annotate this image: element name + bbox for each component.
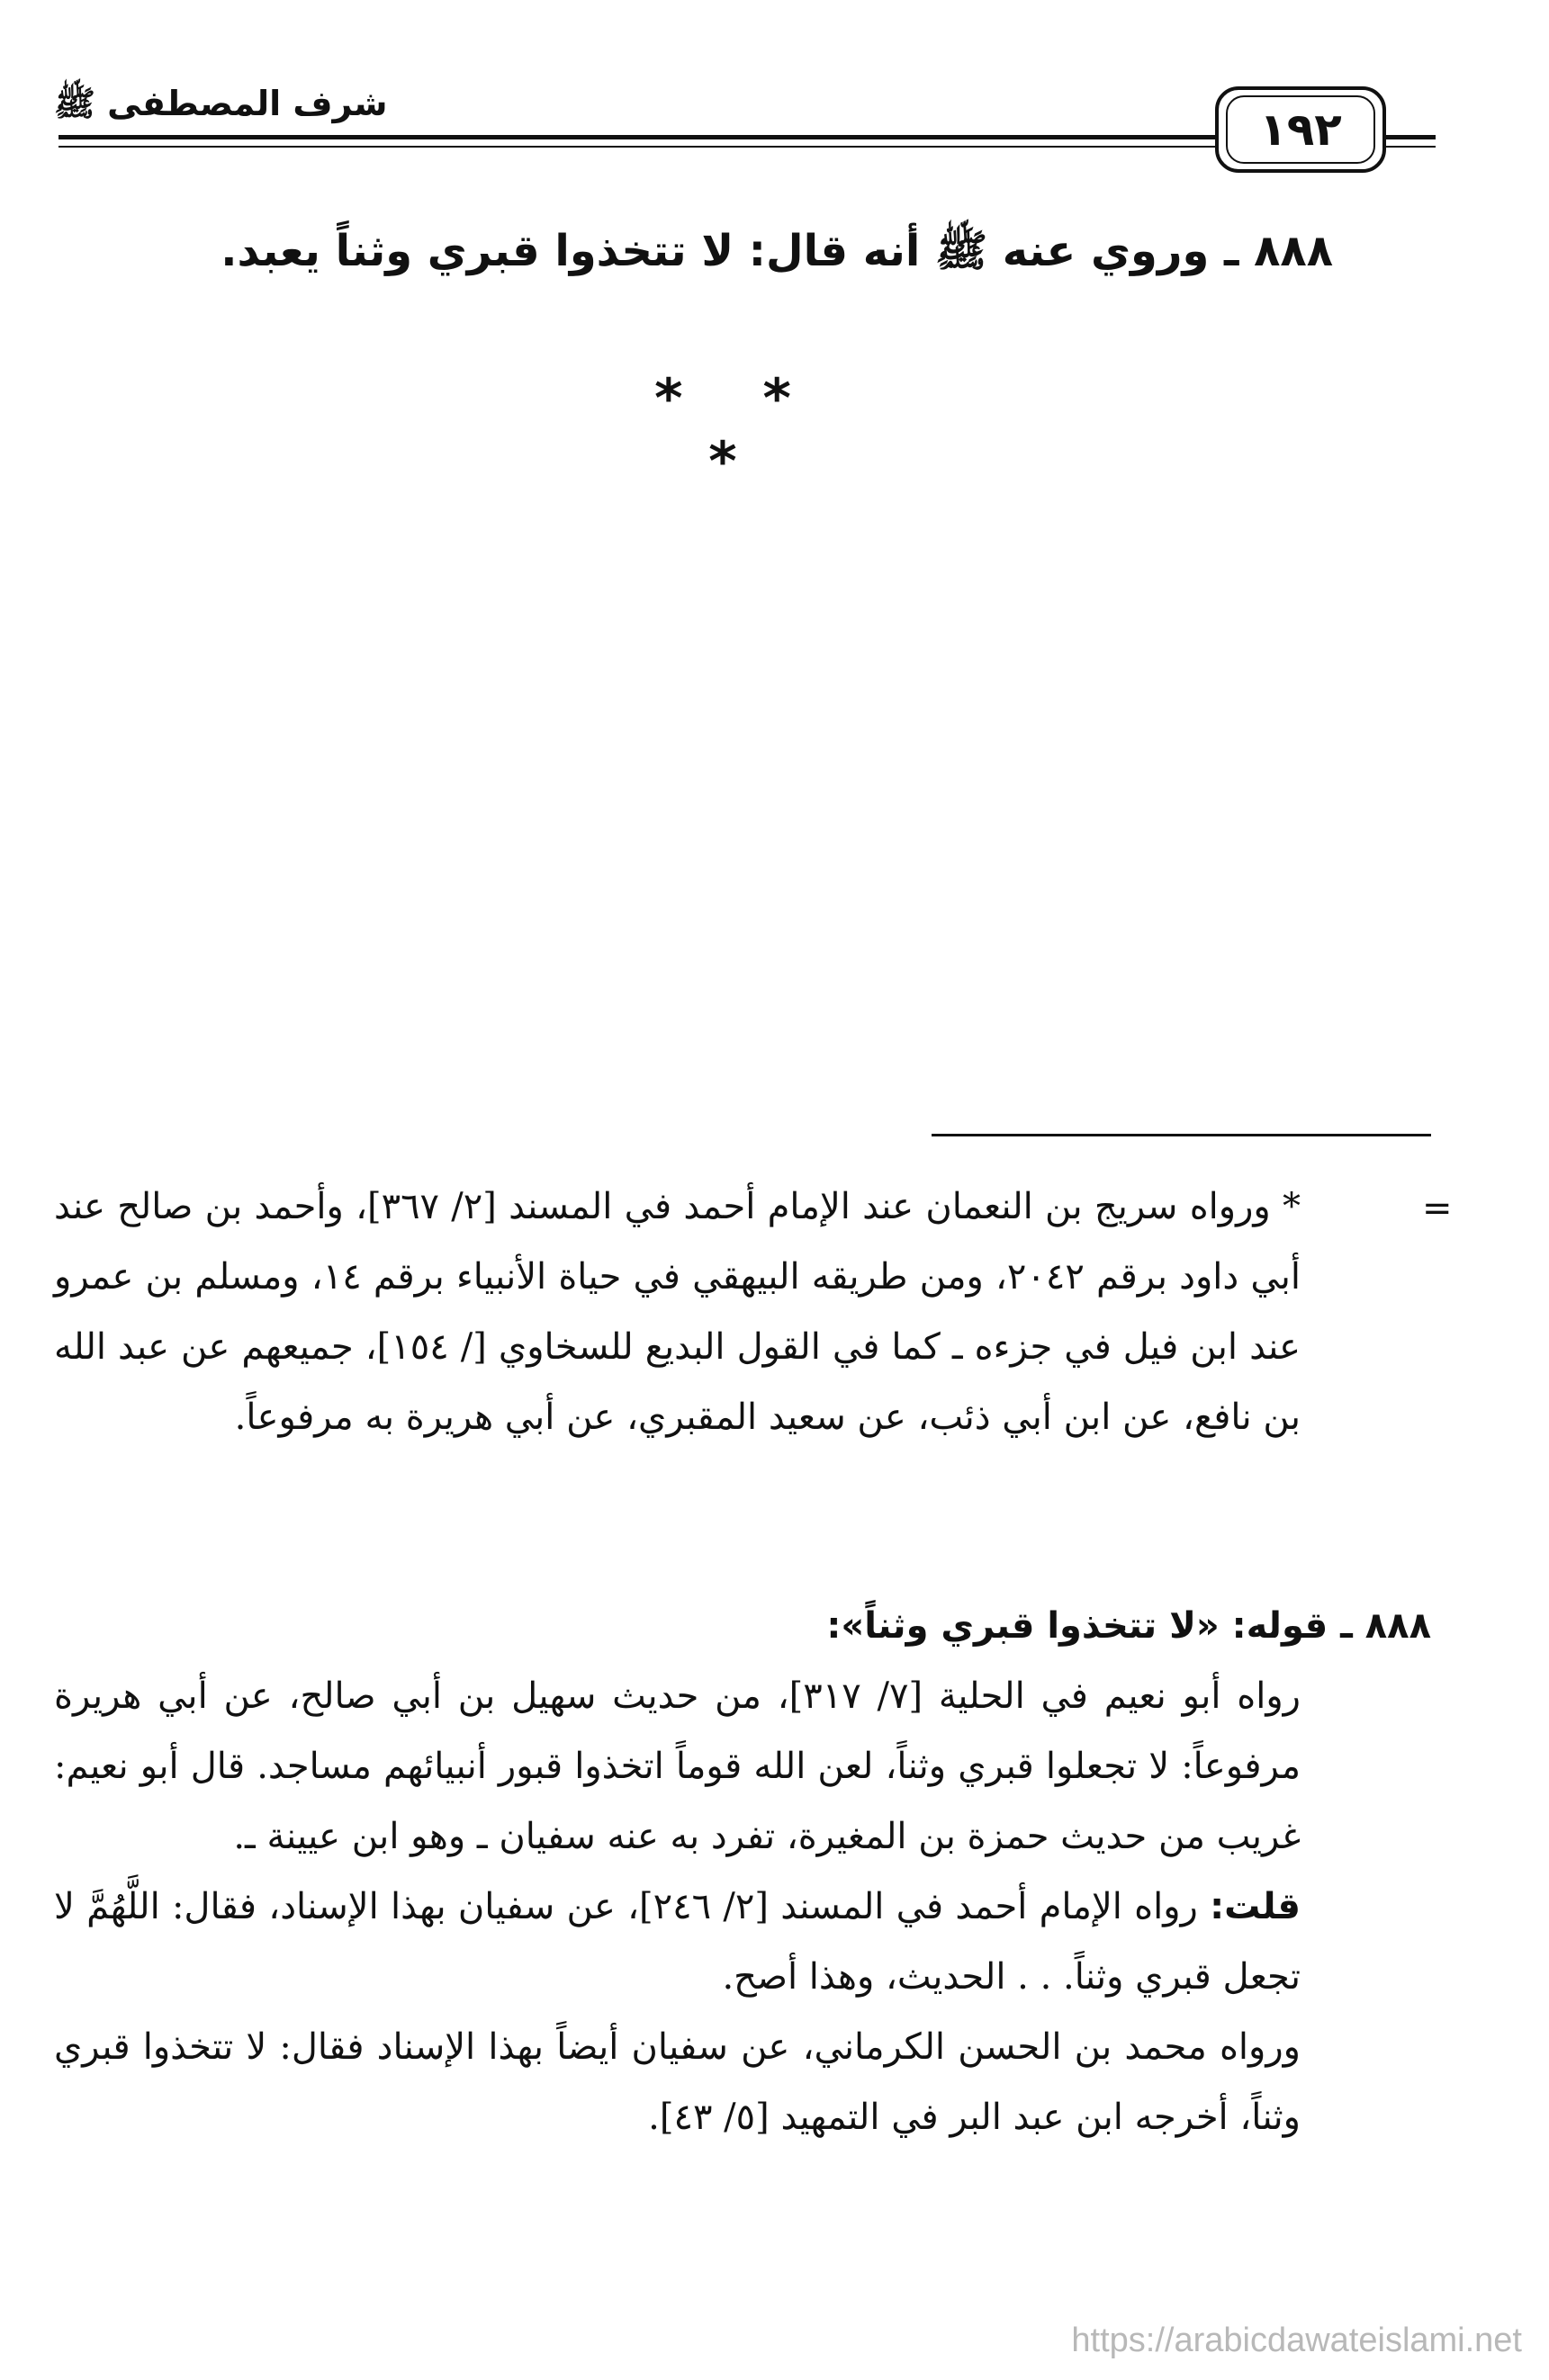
footnote-888-body [54, 1661, 1301, 2152]
footnote-rule [932, 1134, 1431, 1136]
page-number: ١٩٢ [1226, 95, 1375, 164]
footnote-888-heading: ٨٨٨ ـ قوله: «لا تتخذوا قبري وثناً»: [826, 1605, 1431, 1647]
section-separator: * * * [654, 367, 822, 493]
hadith-text: ٨٨٨ ـ وروي عنه ﷺ أنه قال: لا تتخذوا قبري وثناً يعبد. [221, 226, 1333, 276]
running-header-title: شرف المصطفى ﷺ [54, 84, 388, 123]
footnote-888-paragraph-3: ورواه محمد بن الحسن الكرماني، عن سفيان أيضاً بهذا الإسناد فقال: لا تتخذوا قبري وثناً، أخرجه ابن عبد البر في التمهيد [٥/ ٤٣]. [54, 2026, 1301, 2138]
footnote-888-paragraph-2 [54, 1872, 1301, 2012]
header-rule-thin [59, 146, 1238, 148]
header-rule-thick [59, 135, 1238, 139]
footnote-continuation-mark: = [1422, 1188, 1453, 1229]
footnote-888-paragraph-2-text: رواه الإمام أحمد في المسند [٢/ ٢٤٦]، عن سفيان بهذا الإسناد، فقال: اللَّهُمَّ لا تجعل قبري وثناً. . . الحديث، وهذا أصح. [54, 1886, 1301, 1998]
watermark-url: https://arabicdawateislami.net [1071, 2322, 1522, 2359]
footnote-continued: * ورواه سريج بن النعمان عند الإمام أحمد في المسند [٢/ ٣٦٧]، وأحمد بن صالح عند أبي داود برقم ٢٠٤٢، ومن طريقه البيهقي في حياة الأنبياء برقم ١٤، ومسلم بن عمرو عند ابن فيل في جزءه ـ كما في القول البديع للسخاوي [/ ١٥٤]، جميعهم عن عبد الله بن نافع، عن ابن أبي ذئب، عن سعيد المقبري، عن أبي هريرة به مرفوعاً. [54, 1186, 1301, 1438]
header-rule-thin-right [1382, 146, 1436, 148]
header-rule-thick-right [1382, 135, 1436, 139]
footnote-qultu-lead: قلت: [1210, 1886, 1301, 1927]
footnote-888-paragraph-1: رواه أبو نعيم في الحلية [٧/ ٣١٧]، من حديث سهيل بن أبي صالح، عن أبي هريرة مرفوعاً: لا تجعلوا قبري وثناً، لعن الله قوماً اتخذوا قبور أنبيائهم مساجد. قال أبو نعيم: غريب من حديث حمزة بن المغيرة، تفرد به عنه سفيان ـ وهو ابن عيينة ـ. [54, 1675, 1301, 1857]
